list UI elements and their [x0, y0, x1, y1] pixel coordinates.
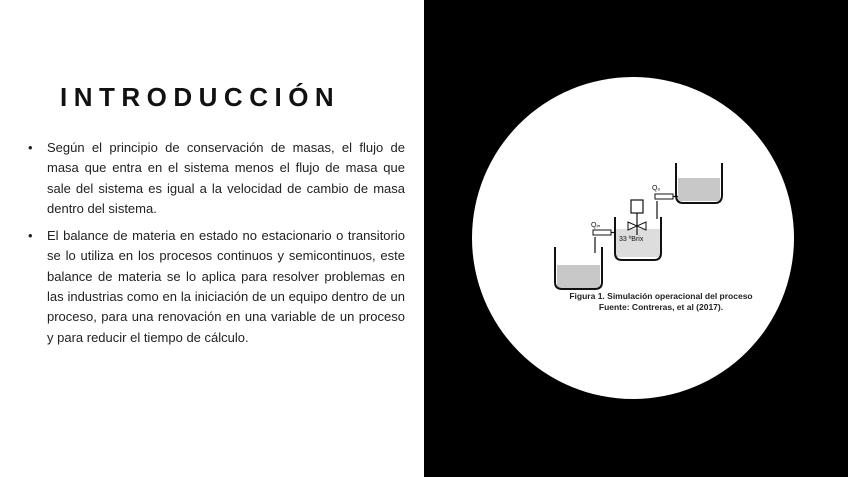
slide-title: INTRODUCCIÓN [60, 82, 341, 112]
outlet-flow-label: Qₒ [652, 185, 661, 192]
source-tank [555, 247, 602, 289]
bullet-marker: • [28, 140, 33, 155]
bullet-text: El balance de materia en estado no estacionario o transitorio se lo utiliza en los procesos continuos y semicontinuos, este balance de materia se lo aplica para resolver problemas en las industrias como en la iniciación de un equipo dentro de un proceso, para una renovación en una variable de un proceso y para reducir el tiempo de cálculo. [47, 228, 405, 345]
right-panel [424, 0, 848, 477]
figure-caption: Figura 1. Simulación operacional del proceso [569, 291, 753, 301]
product-tank [676, 163, 722, 203]
bullet-list [28, 138, 405, 355]
tank-concentration-label: 33 ºBrix [619, 236, 644, 243]
bullet-item [28, 138, 405, 219]
inlet-flow-label: Qᵢₙ [591, 222, 601, 229]
process-diagram [472, 77, 794, 399]
figure-source: Fuente: Contreras, et al (2017). [598, 302, 724, 312]
figure-circle [472, 77, 794, 399]
bullet-text: Según el principio de conservación de masas, el flujo de masa que entra en el sistema menos el flujo de masa que sale del sistema es igual a la velocidad de cambio de masa dentro del sistema. [47, 140, 405, 216]
bullet-item [28, 226, 405, 348]
bullet-marker: • [28, 228, 33, 244]
